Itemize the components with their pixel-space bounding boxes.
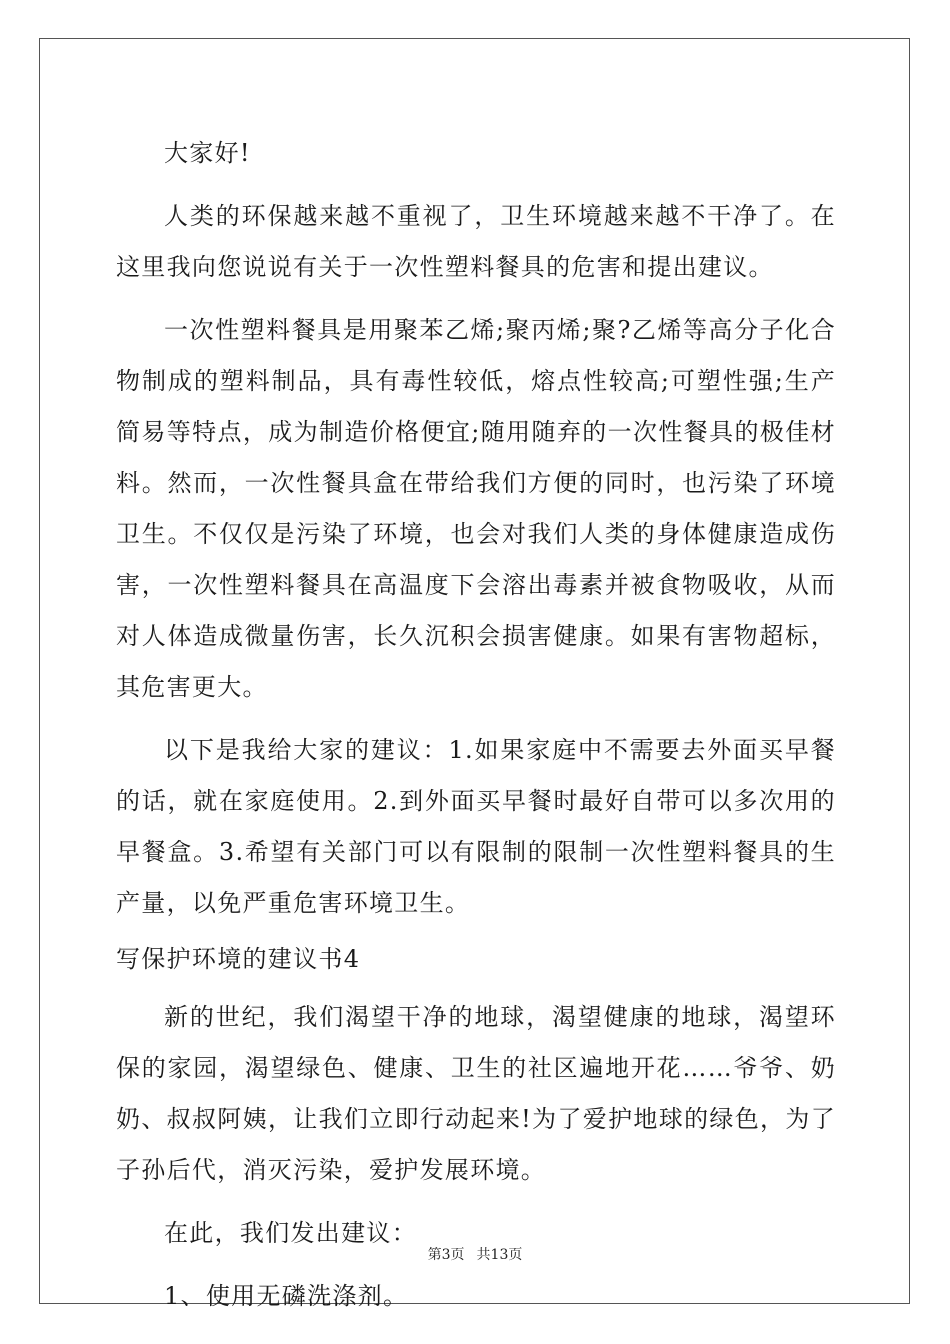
paragraph-intro: 人类的环保越来越不重视了，卫生环境越来越不干净了。在这里我向您说说有关于一次性塑料餐具的危害和提出建议。 [116,202,836,281]
paragraph-suggestions: 以下是我给大家的建议：1.如果家庭中不需要去外面买早餐的话，就在家庭使用。2.到外面买早餐时最好自带可以多次用的早餐盒。3.希望有关部门可以有限制的限制一次性塑料餐具的生产量，以免严重危害环境卫生。 [116,736,836,917]
page-footer [0,1244,950,1264]
paragraph-plastic-tableware: 一次性塑料餐具是用聚苯乙烯;聚丙烯;聚?乙烯等高分子化合物制成的塑料制品，具有毒性较低，熔点性较高;可塑性强;生产简易等特点，成为制造价格便宜;随用随弃的一次性餐具的极佳材料。然而，一次性餐具盒在带给我们方便的同时，也污染了环境卫生。不仅仅是污染了环境，也会对我们人类的身体健康造成伤害，一次性塑料餐具在高温度下会溶出毒素并被食物吸收，从而对人体造成微量伤害，长久沉积会损害健康。如果有害物超标，其危害更大。 [116,316,836,701]
document-body [116,128,836,1322]
paragraph-greeting: 大家好! [164,139,251,167]
page-total: 共13页 [476,1247,523,1263]
section-heading: 写保护环境的建议书4 [116,945,361,973]
paragraph-proposal-intro: 在此，我们发出建议： [164,1219,417,1247]
paragraph-new-century: 新的世纪，我们渴望干净的地球，渴望健康的地球，渴望环保的家园，渴望绿色、健康、卫生的社区遍地开花……爷爷、奶奶、叔叔阿姨，让我们立即行动起来!为了爱护地球的绿色，为了子孙后代，消灭污染，爱护发展环境。 [116,1003,836,1184]
page-number: 第3页 [427,1247,465,1263]
paragraph-proposal-item-1: 1、使用无磷洗涤剂。 [164,1282,409,1310]
